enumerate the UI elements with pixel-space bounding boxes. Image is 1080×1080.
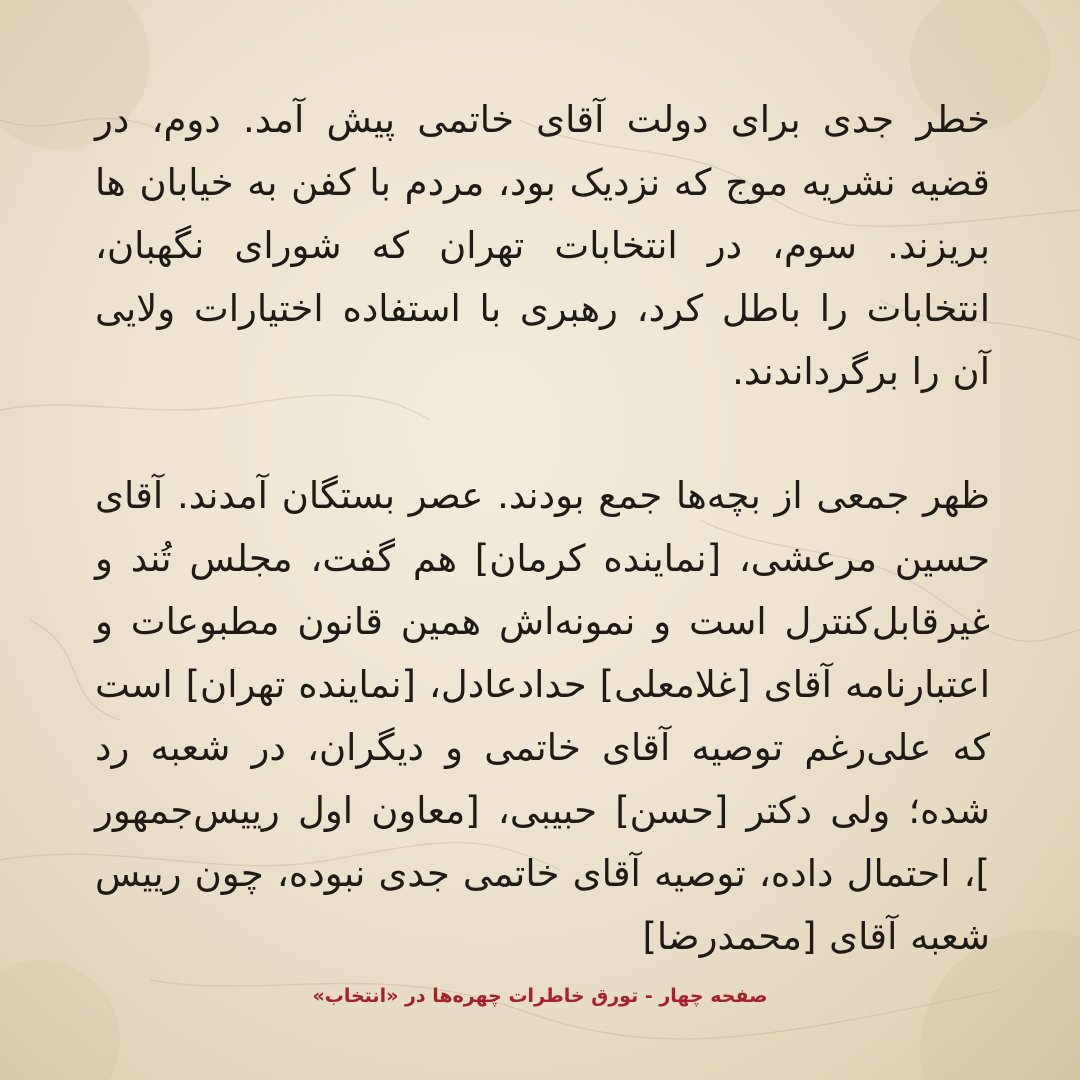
- paragraph-two: ظهر جمعی از بچه‌ها جمع بودند. عصر بستگان آمدند. آقای حسین مرعشی، [نماینده کرمان] هم گفت، مجلس تُند و غیرقابل‌کنترل است و نمونه‌اش همین قانون مطبوعات و اعتبارنامه آقای [غلامعلی] حدادعادل، [نماینده تهران] است که علی‌رغم توصیه آقای خاتمی و دیگران، در شعبه رد شده؛ ولی دکتر [حسن] حبیبی، [معاون اول رییس‌جمهور ]، احتمال داده، توصیه آقای خاتمی جدی نبوده، چون رییس شعبه آقای [محمدرضا]: [95, 474, 990, 958]
- page-footer: صفحه چهار - تورق خاطرات چهره‌ها در «انتخاب»: [312, 985, 768, 1007]
- article-body: [95, 88, 990, 968]
- paragraph-one: خطر جدی برای دولت آقای خاتمی پیش آمد. دوم، در قضیه نشریه موج که نزدیک بود، مردم با کفن به خیابان ها بریزند. سوم، در انتخابات تهران که شورای نگهبان، انتخابات را باطل کرد، رهبری با استفاده اختیارات ولایی آن را برگرداندند.: [95, 98, 990, 393]
